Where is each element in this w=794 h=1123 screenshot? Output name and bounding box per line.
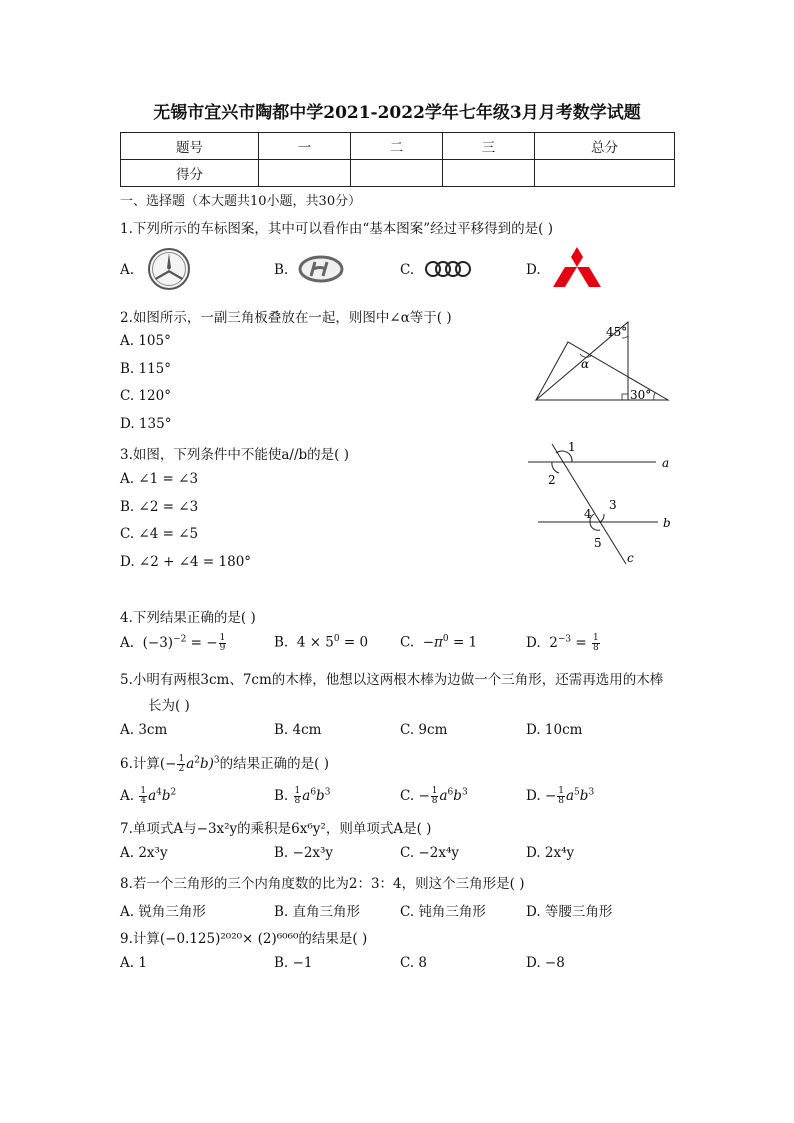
q4-d-eq: = <box>571 635 592 651</box>
q6-stem-fraction <box>177 755 185 774</box>
score-header-cell: 一 <box>259 133 351 160</box>
q4-b-label: B. <box>274 634 289 651</box>
q3-label-3: 3 <box>609 498 617 512</box>
q4-b-text: 4 × 5 <box>296 634 334 651</box>
score-header-cell: 总分 <box>535 133 675 160</box>
q4-a-fraction <box>219 634 227 653</box>
q4-c-text: −π <box>422 634 443 651</box>
score-table-score-row <box>121 160 675 187</box>
q6-stem-pre: 6.计算(− <box>120 756 177 772</box>
q6-c-sign: − <box>418 788 430 804</box>
q6-option-d: D. − $\frac{1}{8}$ $a^5b^3$ <box>526 786 595 806</box>
q6-stem-a: a <box>186 756 195 772</box>
question-5-stem-line2: 长为( ) <box>148 698 190 714</box>
q6-a-den: 4 <box>140 796 147 806</box>
q3-label-4: 4 <box>584 507 592 521</box>
q3-parallel-lines-figure <box>520 438 680 568</box>
q4-d-fraction <box>592 634 600 653</box>
section-heading: 一、选择题（本大题共10小题，共30分） <box>120 194 362 209</box>
q2-label-alpha: α <box>581 357 590 371</box>
score-table <box>120 132 675 187</box>
q3-option-c: C. ∠4 = ∠5 <box>120 526 199 542</box>
q6-d-label: D. <box>526 788 541 804</box>
score-cell[interactable] <box>351 160 443 187</box>
q2-option-c: C. 120° <box>120 388 171 404</box>
q3-option-b: B. ∠2 = ∠3 <box>120 499 199 515</box>
q4-option-b <box>274 634 368 651</box>
q3-label-c: c <box>627 551 634 565</box>
q6-a-aexp: 4 <box>156 787 162 798</box>
q8-option-a: A. 锐角三角形 <box>120 904 206 920</box>
q2-option-a: A. 105° <box>120 333 171 349</box>
q6-a-fraction <box>139 787 147 806</box>
score-row-label: 得分 <box>121 160 259 187</box>
q4-a-base: (−3) <box>142 635 174 651</box>
question-7-stem: 7.单项式A与−3x²y的乘积是6x⁶y²，则单项式A是( ) <box>120 821 432 837</box>
q6-b-bexp: 3 <box>324 787 331 798</box>
q4-a-eq: = − <box>186 635 218 651</box>
question-1-stem: 1.下列所示的车标图案，其中可以看作由“基本图案”经过平移得到的是( ) <box>120 221 554 237</box>
q6-c-label: C. <box>400 788 415 804</box>
q3-label-b: b <box>663 516 671 530</box>
score-cell[interactable] <box>259 160 351 187</box>
q6-d-sign: − <box>544 788 557 804</box>
q8-option-b: B. 直角三角形 <box>274 904 361 920</box>
q9-option-c: C. 8 <box>400 955 428 971</box>
q7-option-d: D. 2x⁴y <box>526 845 575 861</box>
q3-label-a: a <box>662 456 670 470</box>
q1-option-a-label: A. <box>120 262 135 278</box>
q2-label-30: 30° <box>630 388 652 402</box>
q6-b-num: 1 <box>294 786 301 796</box>
q6-c-den: 8 <box>431 796 438 806</box>
q7-option-b: B. −2x³y <box>274 845 334 861</box>
score-cell[interactable] <box>535 160 675 187</box>
q6-d-aexp: 5 <box>574 787 580 798</box>
page-title: 无锡市宜兴市陶都中学2021-2022学年七年级3月月考数学试题 <box>153 103 641 123</box>
q6-stem-den: 2 <box>178 764 185 774</box>
q4-d-label: D. <box>526 635 541 651</box>
q5-option-c: C. 9cm <box>400 722 448 738</box>
q1-option-d-label: D. <box>526 262 541 278</box>
q6-d-den: 8 <box>558 796 564 806</box>
q6-d-num: 1 <box>558 786 564 796</box>
q4-c-label: C. <box>400 634 415 651</box>
q6-b-aexp: 6 <box>310 787 317 798</box>
q6-d-fraction <box>557 787 565 806</box>
q4-option-a <box>120 634 227 653</box>
q4-b-exp: 0 <box>333 634 340 644</box>
q6-c-num: 1 <box>431 786 438 796</box>
q2-triangle-figure <box>530 318 675 406</box>
q9-option-a: A. 1 <box>120 955 147 971</box>
question-4-stem: 4.下列结果正确的是( ) <box>120 610 256 626</box>
q4-d-text: 2 <box>549 635 558 651</box>
q6-b-label: B. <box>274 788 289 804</box>
q5-option-b: B. 4cm <box>274 722 322 738</box>
audi-rings-icon <box>424 259 472 279</box>
q3-label-5: 5 <box>594 536 602 550</box>
score-header-cell: 题号 <box>121 133 259 160</box>
q4-option-c <box>400 634 477 651</box>
score-cell[interactable] <box>443 160 535 187</box>
q3-option-d: D. ∠2 + ∠4 = 180° <box>120 554 252 570</box>
q6-stem-b: b) <box>200 756 214 772</box>
q5-option-a: A. 3cm <box>120 722 168 738</box>
q6-stem-num: 1 <box>178 754 185 764</box>
q4-d-exp: −3 <box>557 634 572 645</box>
q4-a-label: A. <box>120 635 135 651</box>
q3-label-2: 2 <box>548 473 556 487</box>
q6-a-bexp: 2 <box>170 787 177 798</box>
q6-c-bexp: 3 <box>461 787 468 798</box>
q6-b-fraction <box>294 787 302 806</box>
q6-option-c: C. − $\frac{1}{8}$ $a^6b^3$ <box>400 786 468 806</box>
q5-option-d: D. 10cm <box>526 722 583 738</box>
q6-stem-post: 的结果正确的是( ) <box>219 756 329 772</box>
score-table-header-row <box>121 133 675 160</box>
q6-option-b: B. $\frac{1}{8}$ $a^6b^3$ <box>274 786 331 806</box>
q6-c-aexp: 6 <box>447 787 454 798</box>
q3-option-a: A. ∠1 = ∠3 <box>120 471 199 487</box>
q1-option-c-label: C. <box>400 262 415 278</box>
q4-a-exp: −2 <box>173 634 187 645</box>
question-6-stem <box>120 752 329 774</box>
q9-option-d: D. −8 <box>526 955 565 971</box>
score-header-cell: 二 <box>351 133 443 160</box>
hyundai-logo-icon <box>297 254 345 284</box>
score-header-cell: 三 <box>443 133 535 160</box>
q6-c-fraction <box>431 787 439 806</box>
question-9-stem: 9.计算(−0.125)²⁰²⁰× (2)⁶⁰⁶⁰的结果是( ) <box>120 931 368 947</box>
question-5-stem-line1: 5.小明有两根3cm、7cm的木棒，他想以这两根木棒为边做一个三角形，还需再选用的木棒 <box>120 672 664 688</box>
mitsubishi-logo-icon <box>552 246 602 288</box>
question-3-stem: 3.如图，下列条件中不能使a//b的是( ) <box>120 447 349 463</box>
q6-a-label: A. <box>120 788 135 804</box>
q4-d-num: 1 <box>593 633 599 643</box>
question-2-stem: 2.如图所示，一副三角板叠放在一起，则图中∠α等于( ) <box>120 310 452 326</box>
mercedes-logo-icon <box>146 246 192 292</box>
q1-option-b-label: B. <box>274 262 289 278</box>
q6-d-bexp: 3 <box>588 787 595 798</box>
q2-label-45: 45° <box>606 325 628 339</box>
q2-option-d: D. 135° <box>120 416 172 432</box>
question-8-stem: 8.若一个三角形的三个内角度数的比为2：3：4，则这个三角形是( ) <box>120 876 525 892</box>
q6-a-num: 1 <box>140 786 147 796</box>
q7-option-a: A. 2x³y <box>120 845 168 861</box>
q8-option-c: C. 钝角三角形 <box>400 904 486 920</box>
q4-a-den: 9 <box>219 643 226 653</box>
q4-c-exp: 0 <box>442 634 449 644</box>
q7-option-c: C. −2x⁴y <box>400 845 459 861</box>
q4-a-num: 1 <box>219 633 226 643</box>
q4-b-tail: = 0 <box>339 634 369 651</box>
q6-stem-exp1: 2 <box>194 755 200 766</box>
q6-b-den: 8 <box>294 796 301 806</box>
q4-c-tail: = 1 <box>448 634 478 651</box>
q6-stem-exp2: 3 <box>213 755 220 766</box>
q4-d-den: 8 <box>593 643 599 653</box>
q3-label-1: 1 <box>568 440 576 454</box>
q6-option-a: A. $\frac{1}{4}$ $a^4b^2$ <box>120 786 177 806</box>
q8-option-d: D. 等腰三角形 <box>526 904 613 920</box>
q2-option-b: B. 115° <box>120 361 172 377</box>
q4-option-d <box>526 634 601 653</box>
q9-option-b: B. −1 <box>274 955 313 971</box>
